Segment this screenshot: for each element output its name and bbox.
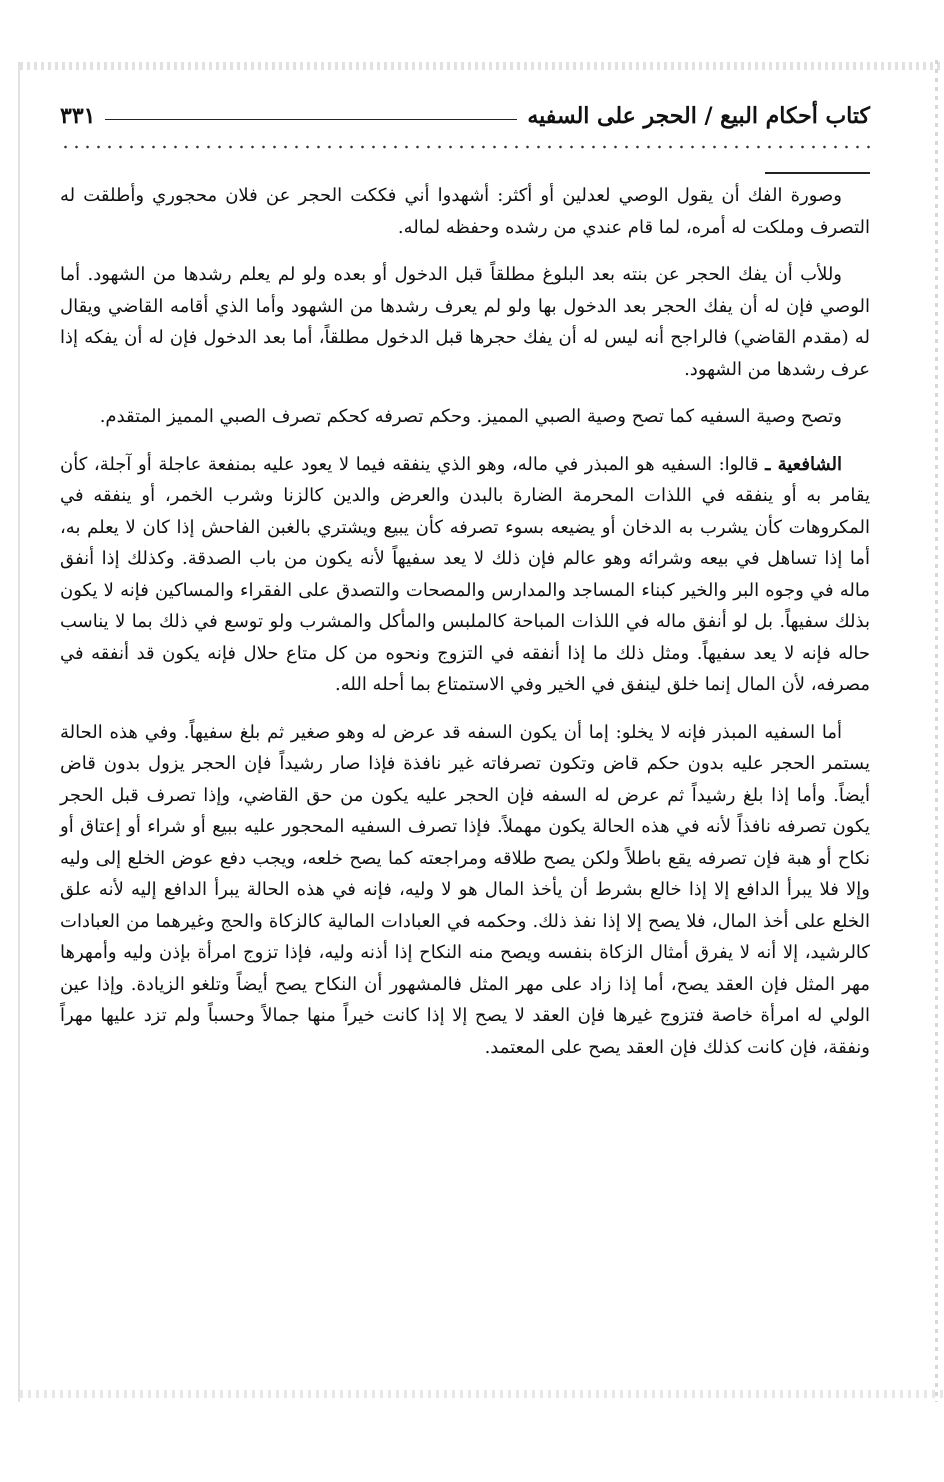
paragraph-text: أما السفيه المبذر فإنه لا يخلو: إما أن يكون السفه قد عرض له وهو صغير ثم بلغ سفيهاً. وفي هذه الحالة يستمر الحجر عليه بدون حكم قاض وتكون تصرفاته غير نافذة فإذا صار رشيداً فإن الحجر يزول بدون قاض أيضاً. وأما إذا بلغ رشيداً ثم عرض له السفه فإن الحجر عليه يكون من حق القاضي، وإذا تصرف قبل الحجر يكون تصرفه نافذاً لأنه في هذه الحالة يكون مهملاً. فإذا تصرف السفيه المحجور عليه ببيع أو شراء أو إعتاق أو نكاح أو هبة فإن تصرفه يقع باطلاً ولكن يصح طلاقه ومراجعته كما يصح خلعه، ويجب دفع عوض الخلع إلى وليه وإلا فلا يبرأ الدافع إلا إذا خالع بشرط أن يأخذ المال هو لا وليه، فإنه في هذه الحالة يبرأ الدافع إليه لأنه علق الخلع على أخذ المال، فلا يصح إلا إذا نفذ ذلك. وحكمه في العبادات المالية كالزكاة والحج وغيرهما من العبادات كالرشيد، إلا أنه لا يفرق أمثال الزكاة بنفسه ويصح منه النكاح إذا أذنه وليه، فإذا تزوج امرأة بإذن وليه وأمهرها مهر المثل فإن العقد يصح، أما إذا زاد على مهر المثل فالمشهور أن النكاح يصح أيضاً وتلغو الزيادة. وإذا عين الولي له امرأة خاصة فتزوج غيرها فإن العقد لا يصح إلا إذا كانت خيراً منها جمالاً وحسباً ولم تزد عليها مهراً ونفقة، فإن كانت كذلك فإن العقد يصح على المعتمد. [60,721,870,1058]
scan-edge-top [20,62,944,70]
running-head [60,98,870,134]
paragraph-text: وتصح وصية السفيه كما تصح وصية الصبي المميز. وحكم تصرفه كحكم تصرف الصبي المميز المتقدم. [99,406,842,427]
scan-edge-bottom [20,1390,944,1398]
paragraph-3 [60,401,870,433]
paragraph-text: وللأب أن يفك الحجر عن بنته بعد البلوغ مطلقاً قبل الدخول أو بعده ولو لم يعلم رشدها من الشهود. أما الوصي فإن له أن يفك الحجر بعد الدخول بها ولو لم يعرف رشدها من الشهود وأما الذي أقامه القاضي ويقال له (مقدم القاضي) فالراجح أنه ليس له أن يفك حجرها قبل الدخول مطلقاً، أما بعد الدخول فإن له أن يفكه إذا عرف رشدها من الشهود. [60,264,870,380]
paragraph-4 [60,449,870,701]
paragraph-5 [60,717,870,1064]
section-rule [765,172,870,174]
dotted-separator [60,142,870,152]
scan-edge-left [18,62,20,1402]
scan-edge-right [935,60,938,1402]
running-head-rule [105,119,517,120]
running-head-title: كتاب أحكام البيع / الحجر على السفيه [527,103,870,129]
paragraph-text: وصورة الفك أن يقول الوصي لعدلين أو أكثر: أشهدوا أني فككت الحجر عن فلان محجوري وأطلقت له التصرف وملكت له أمره، لما قام عندي من رشده وحفظه لماله. [60,185,870,238]
paragraph-2 [60,259,870,385]
page-number: ٣٣١ [60,103,96,129]
book-page [60,98,870,1079]
paragraph-1 [60,180,870,243]
school-heading: الشافعية ـ [765,453,842,475]
paragraph-text: قالوا: السفيه هو المبذر في ماله، وهو الذي ينفقه فيما لا يعود عليه بمنفعة عاجلة أو آجلة، كأن يقامر به أو ينفقه في اللذات المحرمة الضارة بالبدن والعرض والدين كالزنا وشرب الخمر، أو ينفقه في المكروهات كأن يشرب به الدخان أو يضيعه بسوء تصرفه كأن يبيع ويشتري بالغبن الفاحش إذا كان لا يعلم به، أما إذا تساهل في بيعه وشرائه وهو عالم فإن ذلك لا يعد سفيهاً لأنه يكون من باب الصدقة. وكذلك إذا أنفق ماله في وجوه البر والخير كبناء المساجد والمدارس والمصحات والتصدق على الفقراء والمساكين فإنه لا يكون بذلك سفيهاً. بل لو أنفق ماله في اللذات المباحة كالملبس والمأكل والمشرب ولو توسع في ذلك بما لا يناسب حاله فإنه لا يعد سفيهاً. ومثل ذلك ما إذا أنفقه في التزوج ونحوه من كل متاع حلال فإنه يكون قد أنفقه في مصرفه، لأن المال إنما خلق لينفق في الخير وفي الاستمتاع بما أحله الله. [60,453,870,695]
